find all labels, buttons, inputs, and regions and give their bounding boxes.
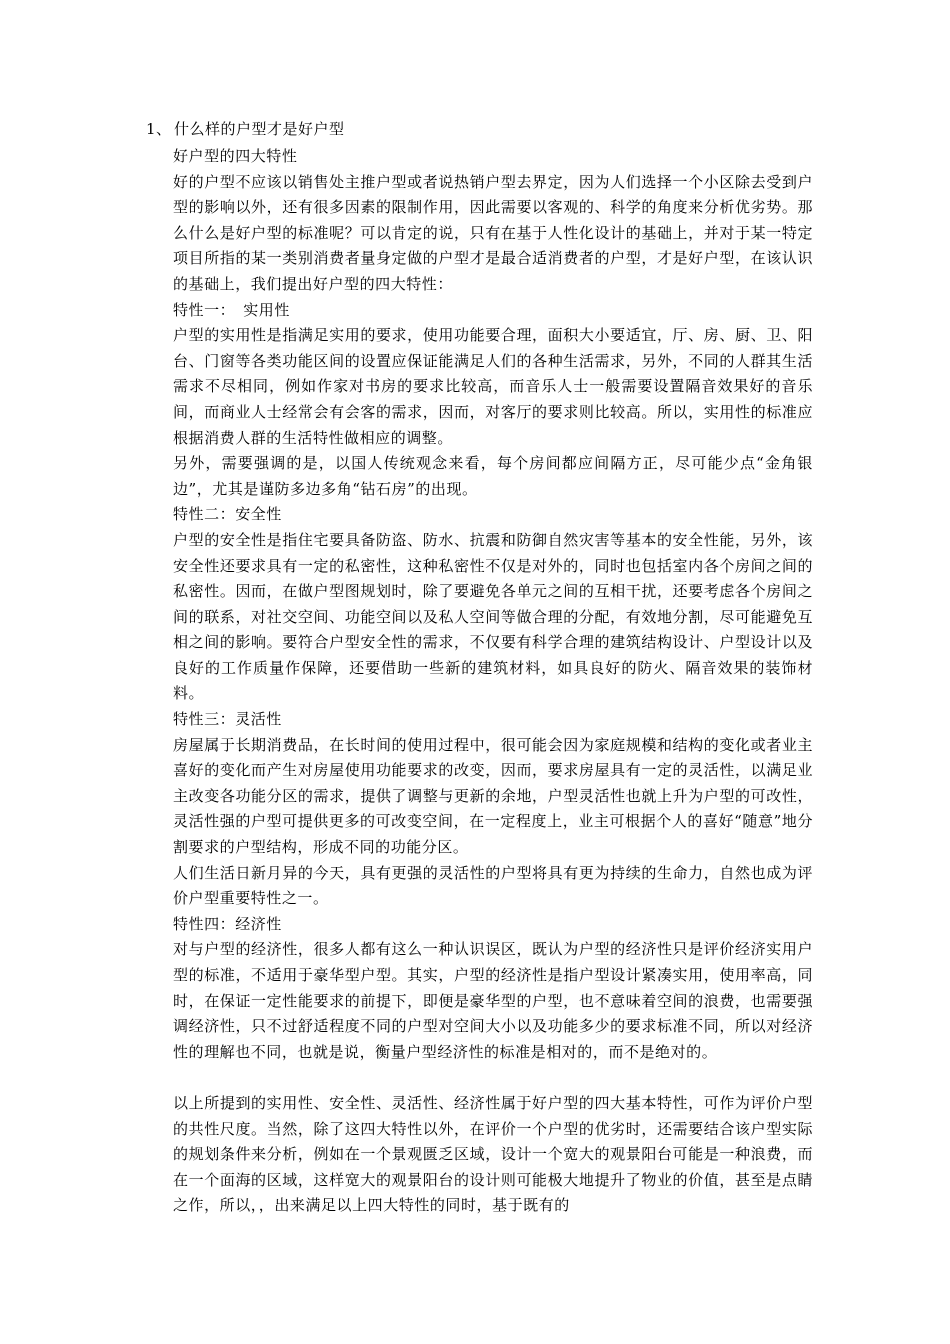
feature1-note-paragraph: 另外，需要强调的是，以国人传统观念来看，每个房间都应间隔方正，尽可能少点“金角银边”，尤其是谨防多边多角“钻石房”的出现。 [173,454,813,498]
feature2-label: 特性二：安全性 [173,505,282,524]
feature1-paragraph: 户型的实用性是指满足实用的要求，使用功能要合理，面积大小要适宜，厅、房、厨、卫、阳台、门窗等各类功能区间的设置应保证能满足人们的各种生活需求，另外，不同的人群其生活需求不尽相同，例如作家对书房的要求比较高，而音乐人士一般需要设置隔音效果好的音乐间，而商业人士经常会有会客的需求，因而，对客厅的要求则比较高。所以，实用性的标准应根据消费人群的生活特性做相应的调整。 [173,326,813,447]
feature1-label: 特性一： 实用性 [173,300,290,319]
paragraph-spacer [173,1065,813,1091]
feature2-paragraph: 户型的安全性是指住宅要具备防盗、防水、抗震和防御自然灾害等基本的安全性能，另外，该安全性还要求具有一定的私密性，这种私密性不仅是对外的，同时也包括室内各个房间之间的私密性。因而，在做户型图规划时，除了要避免各单元之间的互相干扰，还要考虑各个房间之间的联系，对社交空间、功能空间以及私人空间等做合理的分配，有效地分割，尽可能避免互相之间的影响。要符合户型安全性的需求，不仅要有科学合理的建筑结构设计、户型设计以及良好的工作质量作保障，还要借助一些新的建筑材料，如具良好的防火、隔音效果的装饰材料。 [173,530,813,703]
conclusion-paragraph: 以上所提到的实用性、安全性、灵活性、经济性属于好户型的四大基本特性，可作为评价户型的共性尺度。当然，除了这四大特性以外，在评价一个户型的优劣时，还需要结合该户型实际的规划条件来分析，例如在一个景观匮乏区域，设计一个宽大的观景阳台可能是一种浪费，而在一个面海的区域，这样宽大的观景阳台的设计则可能极大地提升了物业的价值，甚至是点睛之作，所以，，出来满足以上四大特性的同时，基于既有的 [173,1093,813,1215]
feature3-note-paragraph: 人们生活日新月异的今天，具有更强的灵活性的户型将具有更为持续的生命力，自然也成为评价户型重要特性之一。 [173,863,813,908]
feature4-paragraph: 对与户型的经济性，很多人都有这么一种认识误区，既认为户型的经济性只是评价经济实用户型的标准，不适用于豪华型户型。其实，户型的经济性是指户型设计紧凑实用，使用率高，同时，在保证一定性能要求的前提下，即便是豪华型的户型，也不意味着空间的浪费，也需要强调经济性，只不过舒适程度不同的户型对空间大小以及功能多少的要求标准不同，所以对经济性的理解也不同，也就是说，衡量户型经济性的标准是相对的，而不是绝对的。 [173,940,813,1061]
subtitle: 好户型的四大特性 [173,147,298,165]
feature4-label: 特性四：经济性 [173,914,282,933]
section-number: 1、 [146,120,172,138]
feature3-label: 特性三：灵活性 [173,710,282,729]
intro-paragraph: 好的户型不应该以销售处主推户型或者说热销户型去界定，因为人们选择一个小区除去受到户型的影响以外，还有很多因素的限制作用，因此需要以客观的、科学的角度来分析优劣势。那么什么是好户型的标准呢？可以肯定的说，只有在基于人性化设计的基础上，并对于某一特定项目所指的某一类别消费者量身定做的户型才是最合适消费者的户型，才是好户型，在该认识的基础上，我们提出好户型的四大特性： [173,172,813,293]
section-heading [146,118,345,140]
feature3-paragraph: 房屋属于长期消费品，在长时间的使用过程中，很可能会因为家庭规模和结构的变化或者业主喜好的变化而产生对房屋使用功能要求的改变，因而，要求房屋具有一定的灵活性，以满足业主改变各功能分区的需求，提供了调整与更新的余地，户型灵活性也就上升为户型的可改性，灵活性强的户型可提供更多的可改变空间，在一定程度上，业主可根据个人的喜好“随意”地分割要求的户型结构，形成不同的功能分区。 [173,735,813,857]
document-body [173,144,813,1219]
section-title: 什么样的户型才是好户型 [174,120,345,138]
